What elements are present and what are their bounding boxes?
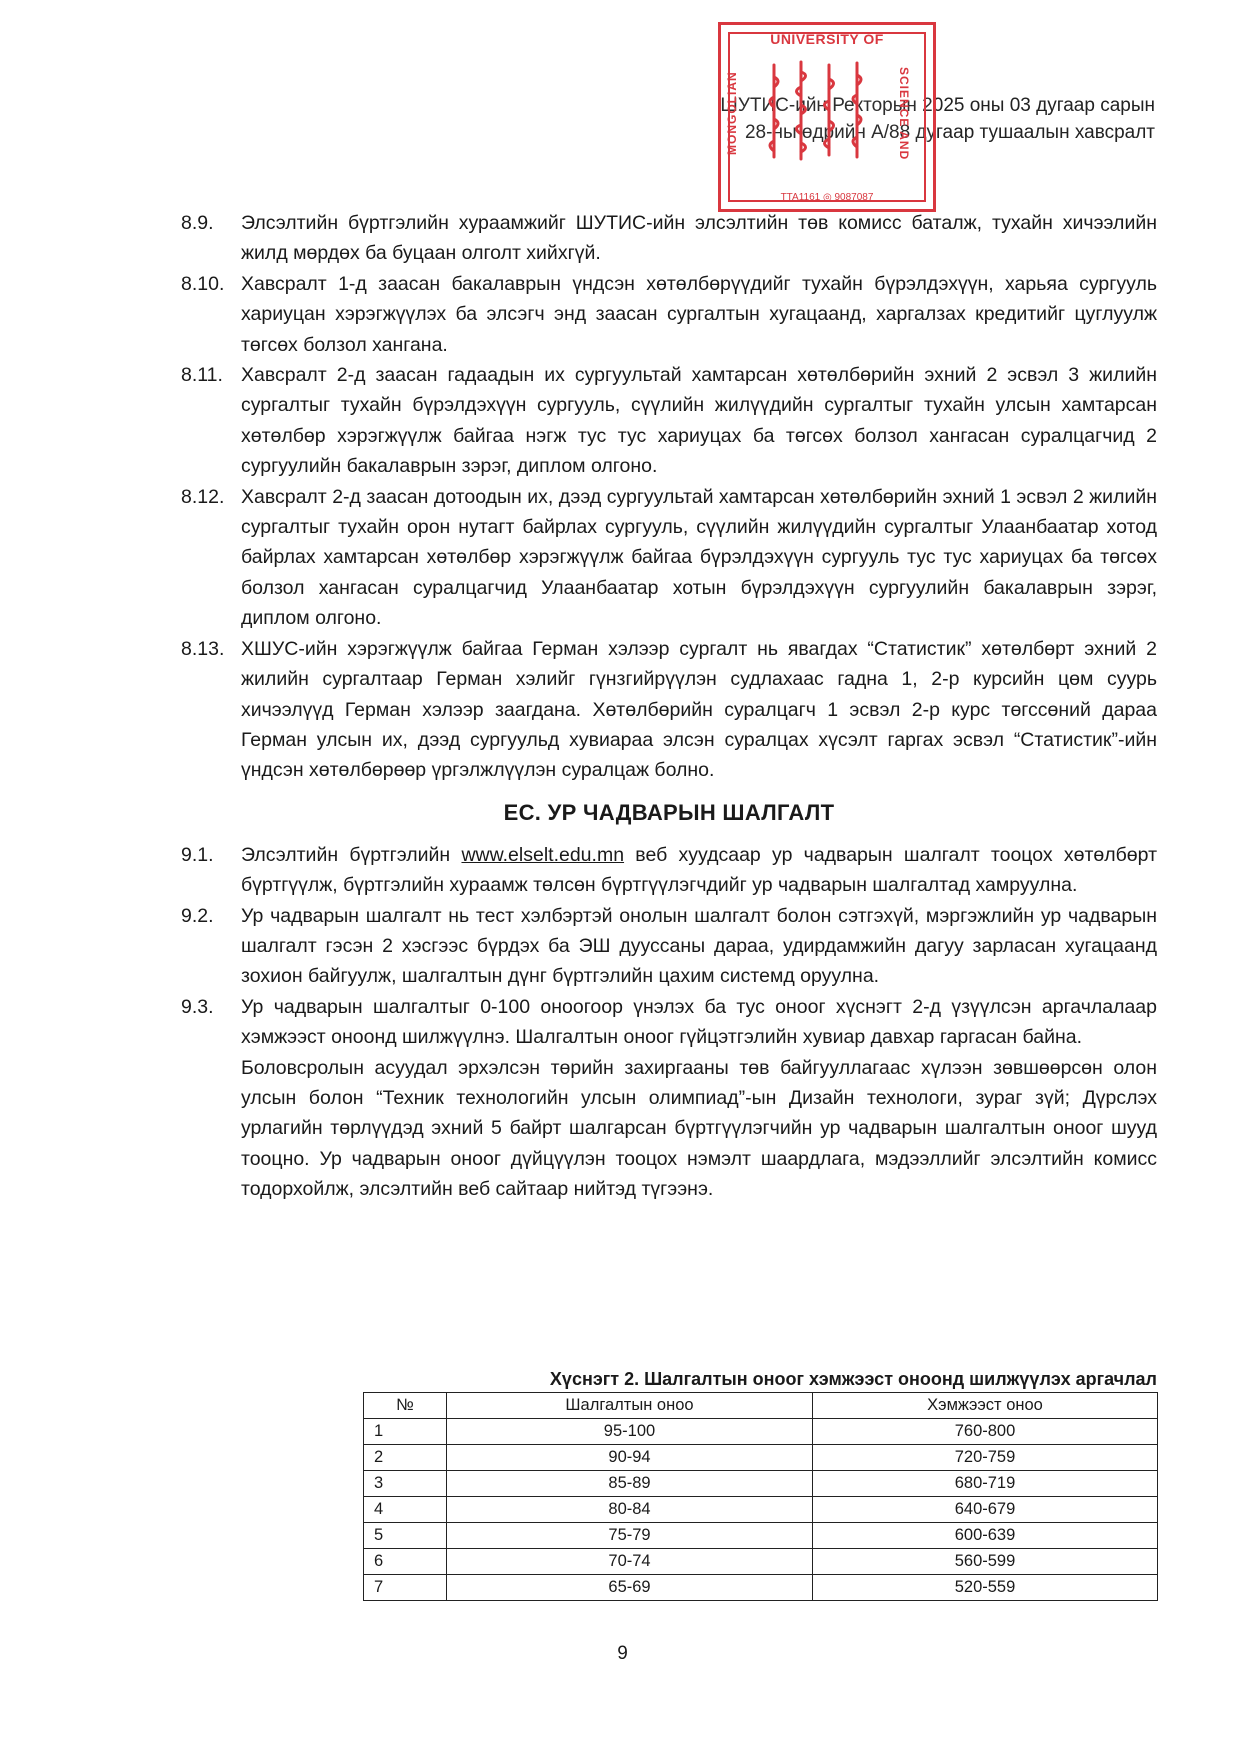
- row-number: 4: [364, 1497, 447, 1523]
- table-row: [364, 1497, 1158, 1523]
- item-text: Хавсралт 2-д заасан дотоодын их, дээд сургуультай хамтарсан хөтөлбөрийн эхний 1 эсвэл 2 жилийн сургалтыг тухайн орон нутагт байрлах сургууль, сүүлийн жилүүдийн сургалтыг Улаанбаатар хотод байрлах хамтарсан хөтөлбөр хэрэгжүүлж байгаа бүрэлдэхүүн сургууль тус тус хариуцах ба төгсөх болзол хангасан суралцагчид Улаанбаатар хотын бүрэлдэхүүн сургуулийн бакалаврын зэрэг, диплом олгоно.: [241, 485, 1157, 630]
- item-number: 8.13.: [181, 637, 225, 660]
- item-number: 8.10.: [181, 272, 225, 295]
- header-line-2: 28-ны өдрийн А/88 дугаар тушаалын хавсралт: [744, 122, 1155, 143]
- paragraph-9-3-continued: Боловсролын асуудал эрхэлсэн төрийн захиргааны төв байгууллагаас хүлээн зөвшөөрсөн олон улсын болон “Техник технологийн улсын олимпиад”-ын Дизайн технологи, зураг зүй; Дүрслэх урлагийн төрлүүдэд эхний 5 байрт шалгарсан бүртгүүлэгчийн ур чадварын шалгалтын оноог шууд тооцно. Ур чадварын оноог дүйцүүлэн тооцох нэмэлт шаардлага, мэдээллийг элсэлтийн комисс тодорхойлж, элсэлтийн веб сайтаар нийтэд түгээнэ.: [241, 1056, 1157, 1201]
- table-row: [364, 1471, 1158, 1497]
- exam-score: 90-94: [447, 1445, 813, 1471]
- exam-score: 80-84: [447, 1497, 813, 1523]
- mongolian-script-mark: [759, 57, 879, 167]
- row-number: 6: [364, 1549, 447, 1575]
- item-text: Ур чадварын шалгалтыг 0-100 оноогоор үнэлэх ба тус оноог хүснэгт 2-д үзүүлсэн аргачлалаар хэмжээст оноонд шилжүүлнэ. Шалгалтын оноог гүйцэтгэлийн хувиар давхар гаргасан байна.: [241, 995, 1157, 1049]
- list-item: [181, 360, 1157, 482]
- row-number: 2: [364, 1445, 447, 1471]
- list-item: [181, 901, 1157, 992]
- item-text: Хавсралт 1-д заасан бакалаврын үндсэн хөтөлбөрүүдийг тухайн бүрэлдэхүүн, харьяа сургууль хариуцан хэрэгжүүлэх ба элсэгч энд заасан сургалтын хугацаанд, харгалзах кредитийг цуглуулж төгсөх болзол хангана.: [241, 272, 1157, 356]
- stamp-top-text: UNIVERSITY OF: [770, 31, 884, 47]
- exam-score: 95-100: [447, 1419, 813, 1445]
- scaled-score: 640-679: [813, 1497, 1158, 1523]
- item-text-before-link: Элсэлтийн бүртгэлийн: [241, 843, 462, 866]
- list-item: [181, 208, 1157, 269]
- exam-score: 75-79: [447, 1523, 813, 1549]
- item-text-after-link: веб хуудсаар ур чадварын шалгалт тооцох хөтөлбөрт бүртгүүлж, бүртгэлийн хураамж төлсөн бүртгүүлэгчдийг ур чадварын шалгалтад хамруулна.: [241, 843, 1157, 897]
- scaled-score: 760-800: [813, 1419, 1158, 1445]
- item-number: 9.3.: [181, 995, 214, 1018]
- scaled-score: 560-599: [813, 1549, 1158, 1575]
- stamp-left-text: MONGOLIAN: [725, 71, 739, 155]
- list-item: [181, 634, 1157, 786]
- item-text: Ур чадварын шалгалт нь тест хэлбэртэй онолын шалгалт болон сэтгэхүй, мэргэжлийн ур чадварын шалгалт гэсэн 2 хэсгээс бүрдэх ба ЭШ дууссаны дараа, удирдамжийн дагуу зарласан хугацаанд зохион байгуулж, шалгалтын дүнг бүртгэлийн цахим системд оруулна.: [241, 904, 1157, 988]
- item-text: ХШУС-ийн хэрэгжүүлж байгаа Герман хэлээр сургалт нь явагдах “Статистик” хөтөлбөрт эхний 2 жилийн сургалтаар Герман хэлийг гүнзгийрүүлэн судлахаас гадна 1, 2-р курсийн цөм суурь хичээлүүд Герман хэлээр заагдана. Хөтөлбөрийн суралцагч 1 эсвэл 2-р курс төгссөний дараа Герман улсын их, дээд сургуульд хувиараа элсэн суралцах хүсэлт гаргах эсвэл “Статистик”-ийн үндсэн хөтөлбөрөөр үргэлжлүүлэн суралцаж болно.: [241, 637, 1157, 782]
- header-line-1: ШУТИС-ийн Ректорын 2025 оны 03 дугаар сарын: [720, 95, 1155, 116]
- table-row: [364, 1523, 1158, 1549]
- scaled-score: 720-759: [813, 1445, 1158, 1471]
- row-number: 7: [364, 1575, 447, 1601]
- item-number: 8.9.: [181, 212, 214, 234]
- header-exam-score: Шалгалтын оноо: [447, 1393, 813, 1419]
- university-stamp: [718, 22, 936, 212]
- table-header-row: [364, 1393, 1158, 1419]
- item-text: Элсэлтийн бүртгэлийн хураамжийг ШУТИС-ийн элсэлтийн төв комисс баталж, тухайн хичээлийн жилд мөрдөх ба буцаан олголт хийхгүй.: [241, 212, 1157, 265]
- list-item: [181, 269, 1157, 360]
- item-number: 9.2.: [181, 904, 214, 927]
- item-number: 9.1.: [181, 843, 214, 866]
- exam-score: 70-74: [447, 1549, 813, 1575]
- stamp-registration: TTA1161 ◎ 9087087: [780, 192, 874, 203]
- scaled-score: 600-639: [813, 1523, 1158, 1549]
- table-caption: Хүснэгт 2. Шалгалтын оноог хэмжээст оноонд шилжүүлэх аргачлал: [549, 1369, 1157, 1389]
- table-row: [364, 1445, 1158, 1471]
- scaled-score: 680-719: [813, 1471, 1158, 1497]
- table-row: [364, 1419, 1158, 1445]
- score-conversion-table: [363, 1392, 1158, 1601]
- exam-score: 85-89: [447, 1471, 813, 1497]
- row-number: 5: [364, 1523, 447, 1549]
- item-number: 8.11.: [181, 364, 223, 387]
- header-number: №: [364, 1393, 447, 1419]
- row-number: 1: [364, 1419, 447, 1445]
- table-row: [364, 1549, 1158, 1575]
- list-item: [181, 992, 1157, 1053]
- header-scaled-score: Хэмжээст оноо: [813, 1393, 1158, 1419]
- elselt-link[interactable]: www.elselt.edu.mn: [461, 843, 625, 866]
- item-text: Хавсралт 2-д заасан гадаадын их сургуультай хамтарсан хөтөлбөрийн эхний 2 эсвэл 3 жилийн сургалтыг тухайн бүрэлдэхүүн сургууль, сүүлийн жилүүдийн сургалтыг тухайн улсын хамтарсан хөтөлбөр хэрэгжүүлж байгаа нэгж тус тус хариуцах ба төгсөх болзол хангасан суралцагчид 2 сургуулийн бакалаврын зэрэг, диплом олгоно.: [241, 364, 1157, 478]
- stamp-right-text: SCIENCE AND: [897, 67, 911, 161]
- section-title: ЕС. УР ЧАДВАРЫН ШАЛГАЛТ: [503, 799, 835, 825]
- list-item: [181, 482, 1157, 634]
- table-row: [364, 1575, 1158, 1601]
- page-number: 9: [617, 1643, 628, 1664]
- row-number: 3: [364, 1471, 447, 1497]
- scaled-score: 520-559: [813, 1575, 1158, 1601]
- item-number: 8.12.: [181, 485, 225, 508]
- exam-score: 65-69: [447, 1575, 813, 1601]
- list-item: [181, 840, 1157, 901]
- document-body: [181, 208, 1157, 1205]
